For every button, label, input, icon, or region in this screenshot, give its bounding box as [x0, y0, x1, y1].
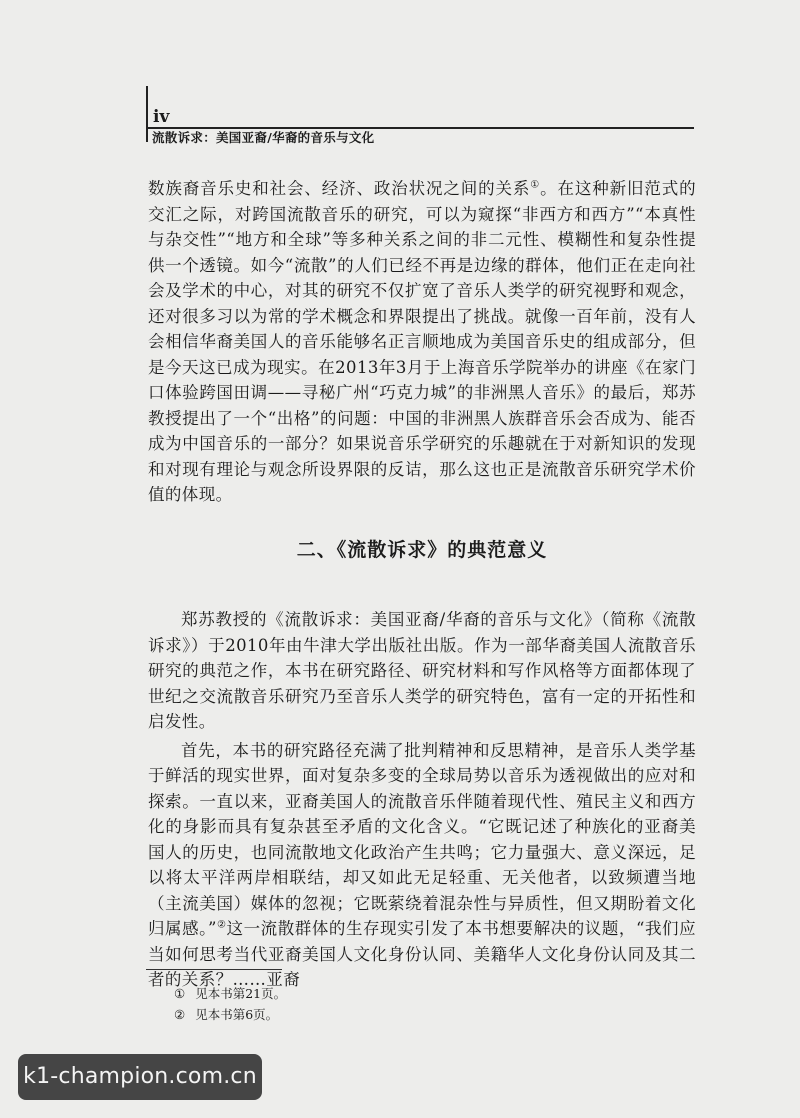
footnote-rule: [146, 969, 282, 970]
footnote-text: 见本书第6页。: [195, 1007, 279, 1022]
paragraph-text-continued: 这一流散群体的生存现实引发了本书想要解决的议题，“我们应当如何思考当代亚裔美国人文化身份认同、美籍华人文化身份认同及其二者的关系？……亚裔: [148, 919, 696, 989]
paragraph: [148, 176, 696, 508]
footnote-mark: ①: [174, 986, 186, 1001]
footnote: [174, 1004, 574, 1025]
body-text-bottom: [148, 607, 696, 993]
paragraph-text: 数族裔音乐史和社会、经济、政治状况之间的关系: [148, 179, 531, 198]
footnote-mark: ②: [174, 1007, 186, 1022]
footnotes: [174, 983, 574, 1025]
header-vertical-rule: [146, 86, 148, 142]
footnote-text: 见本书第21页。: [195, 986, 287, 1001]
footnote-reference: ①: [530, 179, 541, 191]
header-horizontal-rule: [146, 127, 694, 129]
paragraph: [148, 607, 696, 735]
paragraph: [148, 738, 696, 993]
running-title: 流散诉求：美国亚裔/华裔的音乐与文化: [152, 130, 375, 145]
footnote-reference: ②: [216, 919, 227, 931]
paragraph-text-continued: 。在这种新旧范式的交汇之际，对跨国流散音乐的研究，可以为窥探“非西方和西方”“本真性与杂交性”“地方和全球”等多种关系之间的非二元性、模糊性和复杂性提供一个透镜。如今“流散”的人们已经不再是边缘的群体，他们正在走向社会及学术的中心，对其的研究不仅扩宽了音乐人类学的研究视野和观念，还对很多习以为常的学术概念和界限提出了挑战。就像一百年前，没有人会相信华裔美国人的音乐能够名正言顺地成为美国音乐史的组成部分，但是今天这已成为现实。在2013年3月于上海音乐学院举办的讲座《在家门口体验跨国田调——寻秘广州“巧克力城”的非洲黑人音乐》的最后，郑苏教授提出了一个“出格”的问题：中国的非洲黑人族群音乐会否成为、能否成为中国音乐的一部分？如果说音乐学研究的乐趣就在于对新知识的发现和对现有理论与观念所设界限的反诘，那么这也正是流散音乐研究学术价值的体现。: [148, 179, 696, 504]
paragraph-text: 首先，本书的研究路径充满了批判精神和反思精神，是音乐人类学基于鲜活的现实世界，面对复杂多变的全球局势以音乐为透视做出的应对和探索。一直以来，亚裔美国人的流散音乐伴随着现代性、殖民主义和西方化的身影而具有复杂甚至矛盾的文化含义。“它既记述了种族化的亚裔美国人的历史，也同流散地文化政治产生共鸣；它力量强大、意义深远，足以将太平洋两岸相联结，却又如此无足轻重、无关他者，以致频遭当地（主流美国）媒体的忽视；它既萦绕着混杂性与异质性，但又期盼着文化归属感。”: [148, 740, 696, 938]
paragraph-text: 郑苏教授的《流散诉求：美国亚裔/华裔的音乐与文化》（简称《流散诉求》）于2010年由牛津大学出版社出版。作为一部华裔美国人流散音乐研究的典范之作，本书在研究路径、研究材料和写作风格等方面都体现了世纪之交流散音乐研究乃至音乐人类学的研究特色，富有一定的开拓性和启发性。: [148, 610, 696, 731]
footnote: [174, 983, 574, 1004]
section-heading: 二、《流散诉求》的典范意义: [296, 539, 548, 561]
page-number: iv: [153, 107, 170, 127]
body-text-top: [148, 176, 696, 508]
watermark-badge: k1-champion.com.cn: [18, 1054, 262, 1100]
